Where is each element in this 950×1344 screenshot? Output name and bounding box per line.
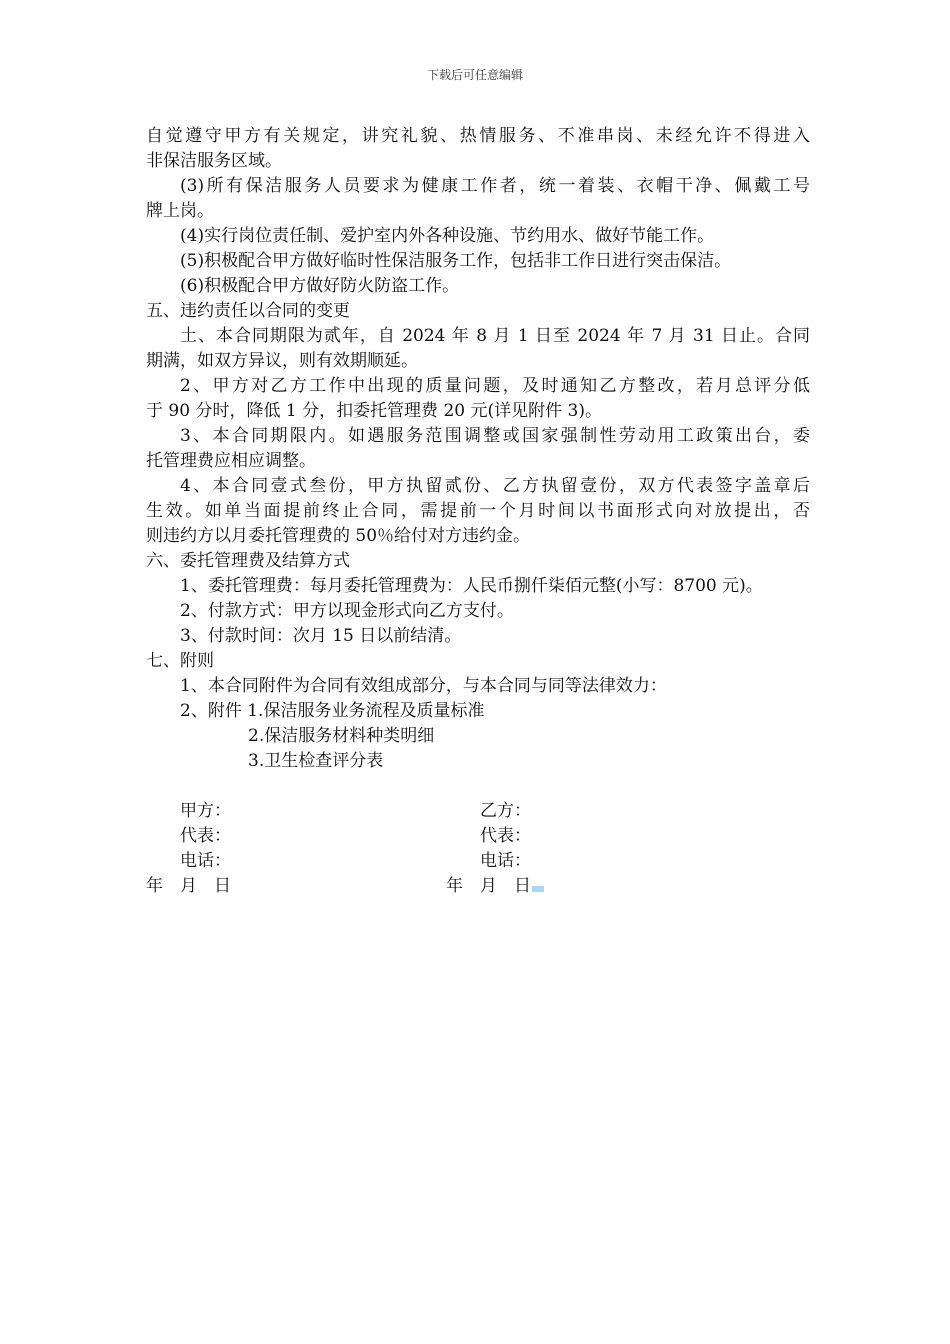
section-heading: 六、委托管理费及结算方式 bbox=[146, 551, 350, 571]
paragraph-line: 托管理费应相应调整。 bbox=[146, 451, 316, 471]
paragraph-line: (5)积极配合甲方做好临时性保洁服务工作，包括非工作日进行突击保洁。 bbox=[180, 251, 732, 271]
phone-a-label: 电话： bbox=[180, 851, 231, 871]
attachment-item: 2.保洁服务材料种类明细 bbox=[248, 726, 435, 746]
rep-b-label: 代表： bbox=[480, 826, 531, 846]
signature-row-representative bbox=[146, 824, 810, 849]
section-heading: 五、违约责任以合同的变更 bbox=[146, 301, 350, 321]
rep-a-label: 代表： bbox=[180, 826, 231, 846]
paragraph-line: 1、委托管理费：每月委托管理费为：人民币捌仟柒佰元整(小写：8700 元)。 bbox=[180, 576, 763, 596]
paragraph-line: 土、本合同期限为贰年，自 2024 年 8 月 1 日至 2024 年 7 月 31 日止。合同 bbox=[180, 326, 810, 346]
paragraph-line: 生效。如单当面提前终止合同，需提前一个月时间以书面形式向对放提出，否 bbox=[146, 501, 810, 521]
paragraph-line: 1、本合同附件为合同有效组成部分，与本合同与同等法律效力： bbox=[180, 676, 667, 696]
paragraph-line: (4)实行岗位责任制、爱护室内外各种设施、节约用水、做好节能工作。 bbox=[180, 226, 715, 246]
party-a-label: 甲方： bbox=[180, 801, 231, 821]
paragraph-line: 非保洁服务区域。 bbox=[146, 151, 282, 171]
document-body bbox=[146, 124, 810, 899]
paragraph-line: (6)积极配合甲方做好防火防盗工作。 bbox=[180, 276, 460, 296]
paragraph-line: 2、附件 1.保洁服务业务流程及质量标准 bbox=[180, 701, 485, 721]
phone-b-label: 电话： bbox=[480, 851, 531, 871]
paragraph-line: 牌上岗。 bbox=[146, 201, 214, 221]
paragraph-line: 2、甲方对乙方工作中出现的质量问题，及时通知乙方整改，若月总评分低 bbox=[180, 376, 810, 396]
party-b-label: 乙方： bbox=[480, 801, 531, 821]
paragraph-line: (3)所有保洁服务人员要求为健康工作者，统一着装、衣帽干净、佩戴工号 bbox=[180, 176, 810, 196]
signature-row-date bbox=[146, 874, 810, 899]
date-b-wrapper bbox=[446, 874, 544, 899]
text-cursor-mark bbox=[532, 886, 544, 892]
paragraph-line: 期满，如双方异议，则有效期顺延。 bbox=[146, 351, 418, 371]
paragraph-line: 3、付款时间：次月 15 日以前结清。 bbox=[180, 626, 462, 646]
page-header: 下载后可任意编辑 bbox=[426, 68, 523, 82]
paragraph-line: 于 90 分时，降低 1 分，扣委托管理费 20 元(详见附件 3)。 bbox=[146, 401, 602, 421]
date-a-label: 年 月 日 bbox=[146, 876, 231, 896]
attachment-item: 3.卫生检查评分表 bbox=[248, 751, 384, 771]
signature-row-phone bbox=[146, 849, 810, 874]
paragraph-line: 则违约方以月委托管理费的 50％给付对方违约金。 bbox=[146, 526, 531, 546]
date-b-label: 年 月 日 bbox=[446, 876, 531, 896]
paragraph-line: 自觉遵守甲方有关规定，讲究礼貌、热情服务、不准串岗、未经允许不得进入 bbox=[146, 126, 810, 146]
paragraph-line: 3、本合同期限内。如遇服务范围调整或国家强制性劳动用工政策出台，委 bbox=[180, 426, 810, 446]
paragraph-line: 4、本合同壹式叁份，甲方执留贰份、乙方执留壹份，双方代表签字盖章后 bbox=[180, 476, 810, 496]
paragraph-line: 2、付款方式：甲方以现金形式向乙方支付。 bbox=[180, 601, 514, 621]
section-heading: 七、附则 bbox=[146, 651, 214, 671]
signature-row-party bbox=[146, 799, 810, 824]
spacer bbox=[146, 774, 810, 799]
